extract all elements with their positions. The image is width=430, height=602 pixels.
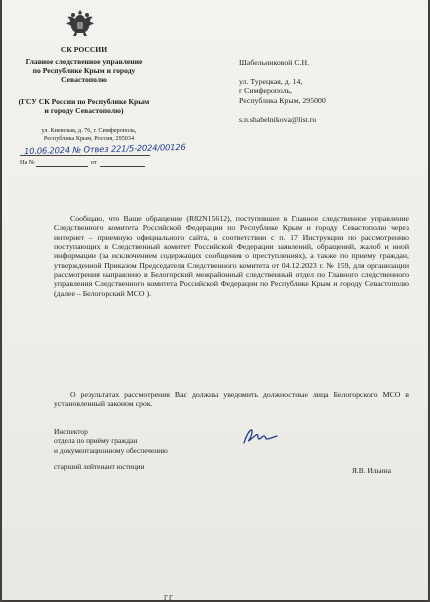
handwritten-signature [240, 427, 280, 447]
double-headed-eagle-emblem [65, 8, 95, 42]
incoming-date-line [100, 166, 145, 167]
signer-name: Я.В. Ильина [352, 466, 391, 475]
organization-abbreviation: (ГСУ СК России по Республике Крым и городу Севастополю) [18, 97, 150, 115]
signer-position: Инспектор отдела по приёму граждан и документационному обеспечению [54, 427, 168, 455]
addressee-email: s.n.shabelnikova@list.ru [239, 115, 317, 124]
footer-partial-text: ГГ [164, 594, 175, 602]
handwritten-outgoing-number: 10.06.2024 № Отвез 221/5-2024/00126 [23, 141, 186, 157]
body-paragraph-1: Сообщаю, что Ваше обращение (R82N15612), поступившее в Главное следственное управление Следственного комитета Российской Федерации по Республике Крым и городу Севастополю через интернет – приемную официального сайта, в соответствии с п. 17 Инструкции по рассмотрению поступающих в Следственный комитет Российской Федерации заявлений, обращений, жалоб и иной информации (за исключением содержащих сообщения о преступлениях), а также по приему граждан, утвержденной Приказом Председателя Следственного комитета от 04.12.2023 г. № 159, для организации рассмотрения направлено в Белогорский межрайонный следственный отдел по Главного следственного управления Следственного комитета Российской Федерации по Республике Крым и городу Севастополю (далее – Белогорский МСО ). [54, 214, 409, 298]
agency-title: СК РОССИИ [60, 45, 108, 54]
incoming-number-line [36, 166, 88, 167]
registration-block [16, 141, 186, 171]
signer-rank: старший лейтенант юстиции [54, 462, 145, 471]
addressee-address: ул. Турецкая, д. 14, г Симферополь, Республика Крым, 295000 [239, 77, 326, 105]
incoming-date-label: от [91, 159, 97, 166]
addressee-name: Шабельниковой С.Н. [239, 58, 310, 67]
letter-page [2, 0, 428, 600]
incoming-number-label: На № [20, 159, 35, 166]
organization-address: ул. Киевская, д. 76, г. Симферополь, Республика Крым, Россия, 295034 [41, 127, 137, 142]
organization-name: Главное следственное управление по Республике Крым и городу Севастополю [25, 57, 143, 84]
body-paragraph-2: О результатах рассмотрения Вас должны уведомить должностные лица Белогорского МСО в установленный законом срок. [54, 390, 409, 409]
